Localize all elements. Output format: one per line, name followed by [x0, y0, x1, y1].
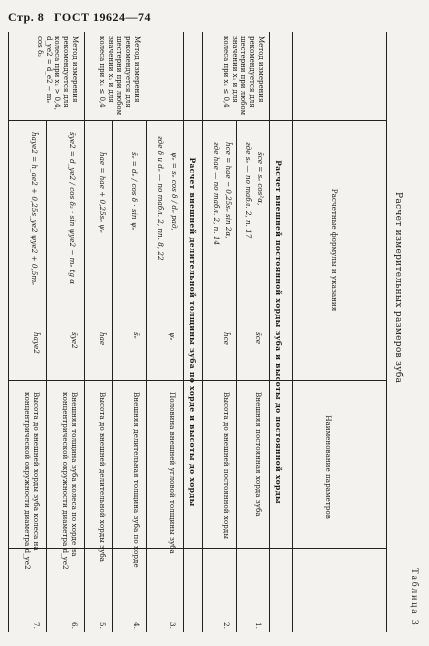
page-label: Стр. 8	[8, 10, 45, 24]
row-1-formula-note: где sₑ — по табл. 2, п. 17	[244, 142, 253, 239]
row-4-name: Внешняя делительная толщина зуба по хорде	[132, 392, 141, 568]
row-6-number: 6.	[70, 622, 79, 629]
row-6-method-note: Метод измерения рекомендуется для колеса при x₁ > 0,4, d_ye2 = d_e2 − mₑ cos δ₂	[36, 36, 79, 110]
section-1-rule	[269, 32, 270, 632]
section-title-1: Расчет внешней постоянной хорды зуба и высоты до постоянной хорды	[274, 160, 283, 504]
header-formulas: Расчетные формулы и указания	[330, 188, 339, 312]
row-2-name: Высота до внешней постоянной хорды	[222, 392, 231, 539]
row-3-rule	[146, 120, 147, 632]
row-5-name: Высота до внешней делительной хорды зуба	[98, 392, 107, 562]
row-1-name: Внешняя постоянная хорда зуба	[254, 392, 263, 517]
header-name: Наименование параметров	[324, 415, 333, 519]
row-5-rule	[84, 32, 85, 632]
row-5-formula: h̄ae = hae + 0,25sₑ ψₑ	[98, 152, 107, 233]
row-4-number: 4.	[132, 622, 141, 629]
row-7-symbol: h̄aye2	[32, 332, 41, 354]
row-1-method-note: Метод измерения рекомендуется для шестерни при любом значении x₁ и для колеса при x₁ ≤ 0,4	[222, 36, 265, 116]
row-6-rule	[46, 120, 47, 632]
row-3-symbol: ψₑ	[168, 332, 177, 341]
row-4-rule	[112, 120, 113, 632]
header-bottom-rule	[292, 32, 293, 632]
row-4-symbol: s̄ₑ	[132, 332, 141, 339]
row-4-formula: s̄ₑ = dₑ / cos δ · sin ψₑ	[130, 152, 139, 231]
row-1-symbol: s̄ce	[254, 332, 263, 344]
table-title: Расчет измерительных размеров зуба	[393, 192, 403, 384]
row-3-name: Половина внешней угловой толщины зуба	[168, 392, 177, 554]
section-title-2: Расчет внешней делительной толщины зуба по хорде и высоты до хорды	[188, 157, 197, 507]
table-label: Таблица 3	[409, 568, 419, 627]
row-3-formula: ψₑ = sₑ cos δ / dₑ рад,	[170, 152, 179, 231]
table-top-rule	[386, 32, 387, 632]
col-divider-2	[8, 380, 387, 381]
row-3-formula-note: где δ и dₑ — по табл. 2, пп. 8, 22	[156, 136, 165, 261]
page-header	[8, 6, 423, 28]
row-1-number: 1.	[254, 622, 263, 629]
row-6-formula: s̄ye2 = d_ye2 / cos δ₂ · sin ψye2 − mₑ tg α	[68, 132, 77, 285]
row-2-formula: h̄ce = hae − 0,25sₑ sin 2α,	[224, 142, 233, 239]
section-2-rule	[183, 32, 184, 632]
standard-number: ГОСТ 19624—74	[54, 10, 151, 24]
row-5-symbol: h̄ae	[98, 332, 107, 346]
row-2-formula-note: где hae — по табл. 2, п. 14	[212, 142, 221, 246]
row-3-number: 3.	[168, 622, 177, 629]
table-bottom-rule	[8, 32, 9, 632]
row-1-formula: s̄ce = sₑ cos²α,	[256, 152, 265, 206]
row-6-symbol: s̄ye2	[70, 332, 79, 349]
row-1-rule	[236, 120, 237, 632]
row-4-method-note: Метод измерения рекомендуется для шестерни при любом значении x₁ и для колеса при x₁ ≤ 0,4	[98, 36, 141, 116]
row-6-name: Внешняя толщина зуба колеса по хорде на концентрической окружности диаметра d_ye2	[61, 392, 79, 570]
row-7-number: 7.	[32, 622, 41, 629]
row-7-formula: h̄aye2 = h_ae2 + 0,25s_ye2 ψye2 + 0,5mₑ	[30, 132, 39, 285]
row-7-name: Высота до внешней хорды зуба колеса на концентрической окружности диаметра d_ye2	[23, 392, 41, 570]
row-5-number: 5.	[98, 622, 107, 629]
col-divider-1	[8, 120, 387, 121]
row-2-rule	[202, 32, 203, 632]
rotated-table	[8, 32, 423, 632]
row-2-number: 2.	[222, 622, 231, 629]
row-2-symbol: h̄ce	[222, 332, 231, 345]
